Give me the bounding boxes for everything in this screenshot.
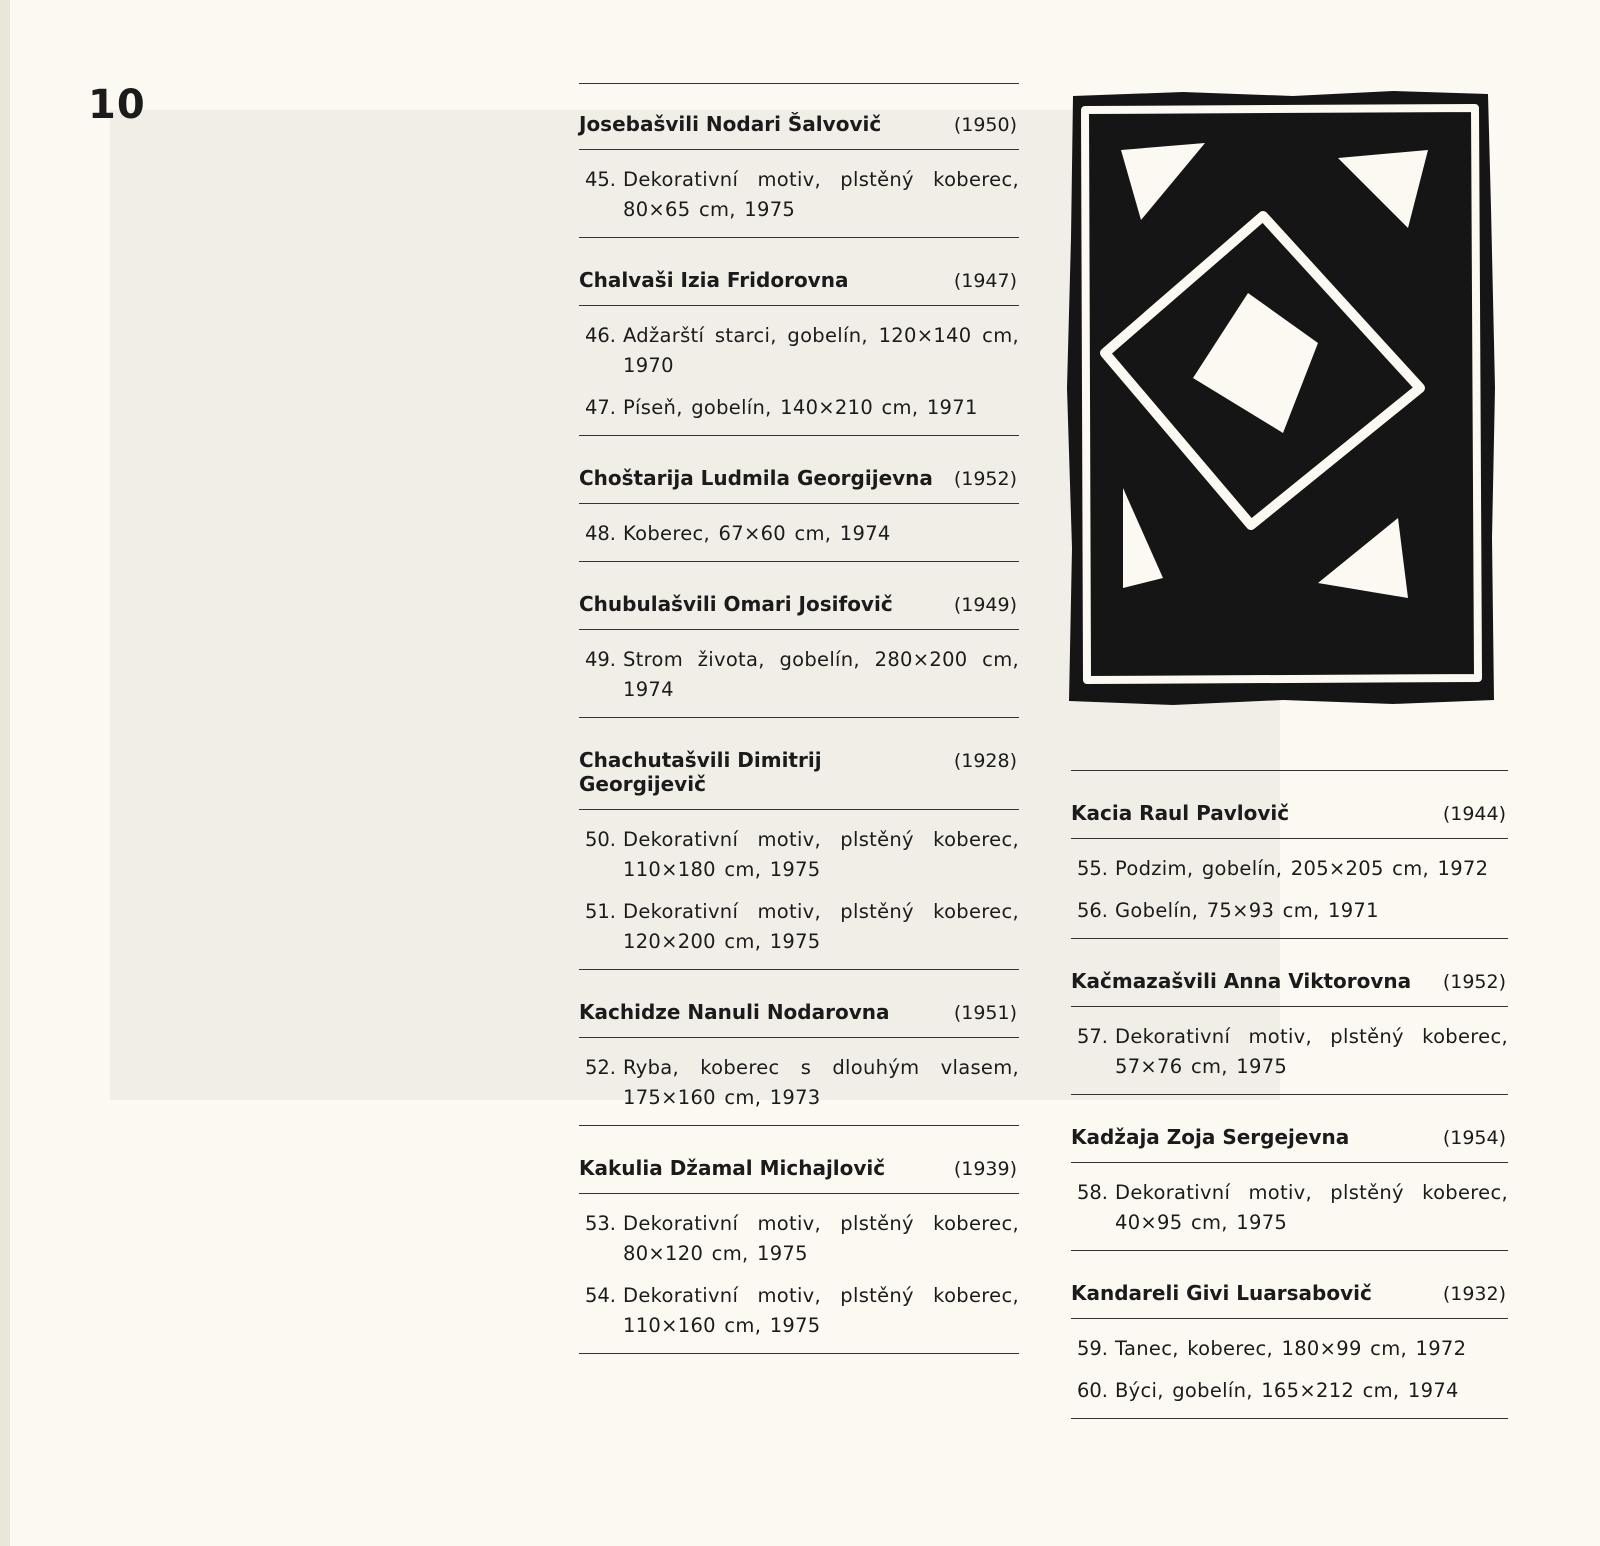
works-list	[1071, 839, 1508, 939]
work-item	[579, 1053, 1019, 1113]
catalog-column-left	[579, 83, 1019, 1354]
work-number: 55.	[1076, 857, 1108, 880]
page-number: 10	[88, 82, 146, 128]
work-number: 52.	[584, 1056, 616, 1079]
work-number: 51.	[584, 900, 616, 923]
works-list	[579, 1038, 1019, 1126]
work-item	[1071, 1376, 1508, 1406]
artist-heading	[579, 238, 1019, 306]
artist-name: Kadžaja Zoja Sergejevna	[1071, 1125, 1350, 1149]
works-list	[1071, 1007, 1508, 1095]
artist-name: Chubulašvili Omari Josifovič	[579, 592, 893, 616]
artist-heading	[1071, 939, 1508, 1007]
works-list	[579, 306, 1019, 436]
work-number: 53.	[584, 1212, 616, 1235]
artist-birth-year: (1932)	[1442, 1283, 1506, 1305]
artist-birth-year: (1939)	[953, 1158, 1017, 1180]
works-list	[579, 810, 1019, 970]
work-number: 60.	[1076, 1379, 1108, 1402]
work-number: 54.	[584, 1284, 616, 1307]
work-description: Dekorativní motiv, plstěný koberec, 80×120 cm, 1975	[623, 1212, 1019, 1265]
artist-heading	[579, 970, 1019, 1038]
artist-heading	[1071, 1095, 1508, 1163]
work-number: 45.	[584, 168, 616, 191]
works-list	[579, 504, 1019, 562]
work-item	[1071, 1334, 1508, 1364]
work-number: 58.	[1076, 1181, 1108, 1204]
artist-heading	[1071, 771, 1508, 839]
artist-birth-year: (1950)	[953, 114, 1017, 136]
work-number: 59.	[1076, 1337, 1108, 1360]
artist-heading	[579, 718, 1019, 810]
page-edge	[0, 0, 10, 1546]
work-item	[579, 1209, 1019, 1269]
work-item	[579, 393, 1019, 423]
work-item	[579, 897, 1019, 957]
artist-name: Josebašvili Nodari Šalvovič	[579, 112, 882, 136]
work-number: 50.	[584, 828, 616, 851]
work-description: Dekorativní motiv, plstěný koberec, 57×76 cm, 1975	[1115, 1025, 1508, 1078]
work-item	[579, 1281, 1019, 1341]
artist-birth-year: (1949)	[953, 594, 1017, 616]
works-list	[1071, 1163, 1508, 1251]
work-description: Strom života, gobelín, 280×200 cm, 1974	[623, 648, 1019, 701]
catalog-column-right	[1071, 770, 1508, 1419]
work-number: 47.	[584, 396, 616, 419]
artist-birth-year: (1952)	[1442, 971, 1506, 993]
work-description: Podzim, gobelín, 205×205 cm, 1972	[1115, 857, 1489, 880]
work-description: Tanec, koberec, 180×99 cm, 1972	[1115, 1337, 1467, 1360]
artist-name: Kacia Raul Pavlovič	[1071, 801, 1290, 825]
works-list	[579, 150, 1019, 238]
work-item	[1071, 1022, 1508, 1082]
work-number: 48.	[584, 522, 616, 545]
artist-name: Choštarija Ludmila Georgijevna	[579, 466, 933, 490]
work-description: Dekorativní motiv, plstěný koberec, 40×95 cm, 1975	[1115, 1181, 1508, 1234]
work-description: Koberec, 67×60 cm, 1974	[623, 522, 891, 545]
carpet-illustration	[1063, 88, 1496, 708]
artist-birth-year: (1951)	[953, 1002, 1017, 1024]
artist-name: Kakulia Džamal Michajlovič	[579, 1156, 886, 1180]
artist-name: Chalvaši Izia Fridorovna	[579, 268, 849, 292]
artist-name: Kachidze Nanuli Nodarovna	[579, 1000, 890, 1024]
work-item	[1071, 1178, 1508, 1238]
artist-birth-year: (1928)	[953, 750, 1017, 772]
work-item	[579, 825, 1019, 885]
work-description: Dekorativní motiv, plstěný koberec, 110×180 cm, 1975	[623, 828, 1019, 881]
artist-heading	[1071, 1251, 1508, 1319]
work-item	[579, 519, 1019, 549]
work-description: Dekorativní motiv, plstěný koberec, 80×65 cm, 1975	[623, 168, 1019, 221]
works-list	[579, 1194, 1019, 1354]
work-number: 56.	[1076, 899, 1108, 922]
work-description: Dekorativní motiv, plstěný koberec, 110×160 cm, 1975	[623, 1284, 1019, 1337]
work-item	[1071, 896, 1508, 926]
artist-name: Kandareli Givi Luarsabovič	[1071, 1281, 1372, 1305]
work-description: Píseň, gobelín, 140×210 cm, 1971	[623, 396, 978, 419]
artist-heading	[579, 1126, 1019, 1194]
work-description: Adžarští starci, gobelín, 120×140 cm, 1970	[623, 324, 1019, 377]
artist-heading	[579, 436, 1019, 504]
artist-birth-year: (1944)	[1442, 803, 1506, 825]
work-number: 49.	[584, 648, 616, 671]
work-item	[579, 321, 1019, 381]
work-number: 46.	[584, 324, 616, 347]
artist-heading	[579, 562, 1019, 630]
works-list	[579, 630, 1019, 718]
artist-name: Kačmazašvili Anna Viktorovna	[1071, 969, 1412, 993]
work-description: Býci, gobelín, 165×212 cm, 1974	[1115, 1379, 1459, 1402]
artist-name: Chachutašvili Dimitrij Georgijevič	[579, 748, 822, 796]
work-number: 57.	[1076, 1025, 1108, 1048]
work-description: Dekorativní motiv, plstěný koberec, 120×200 cm, 1975	[623, 900, 1019, 953]
work-description: Gobelín, 75×93 cm, 1971	[1115, 899, 1379, 922]
artist-birth-year: (1954)	[1442, 1127, 1506, 1149]
work-item	[579, 165, 1019, 225]
artist-birth-year: (1952)	[953, 468, 1017, 490]
works-list	[1071, 1319, 1508, 1419]
artist-birth-year: (1947)	[953, 270, 1017, 292]
artist-heading	[579, 84, 1019, 150]
work-item	[1071, 854, 1508, 884]
work-item	[579, 645, 1019, 705]
work-description: Ryba, koberec s dlouhým vlasem, 175×160 cm, 1973	[623, 1056, 1019, 1109]
